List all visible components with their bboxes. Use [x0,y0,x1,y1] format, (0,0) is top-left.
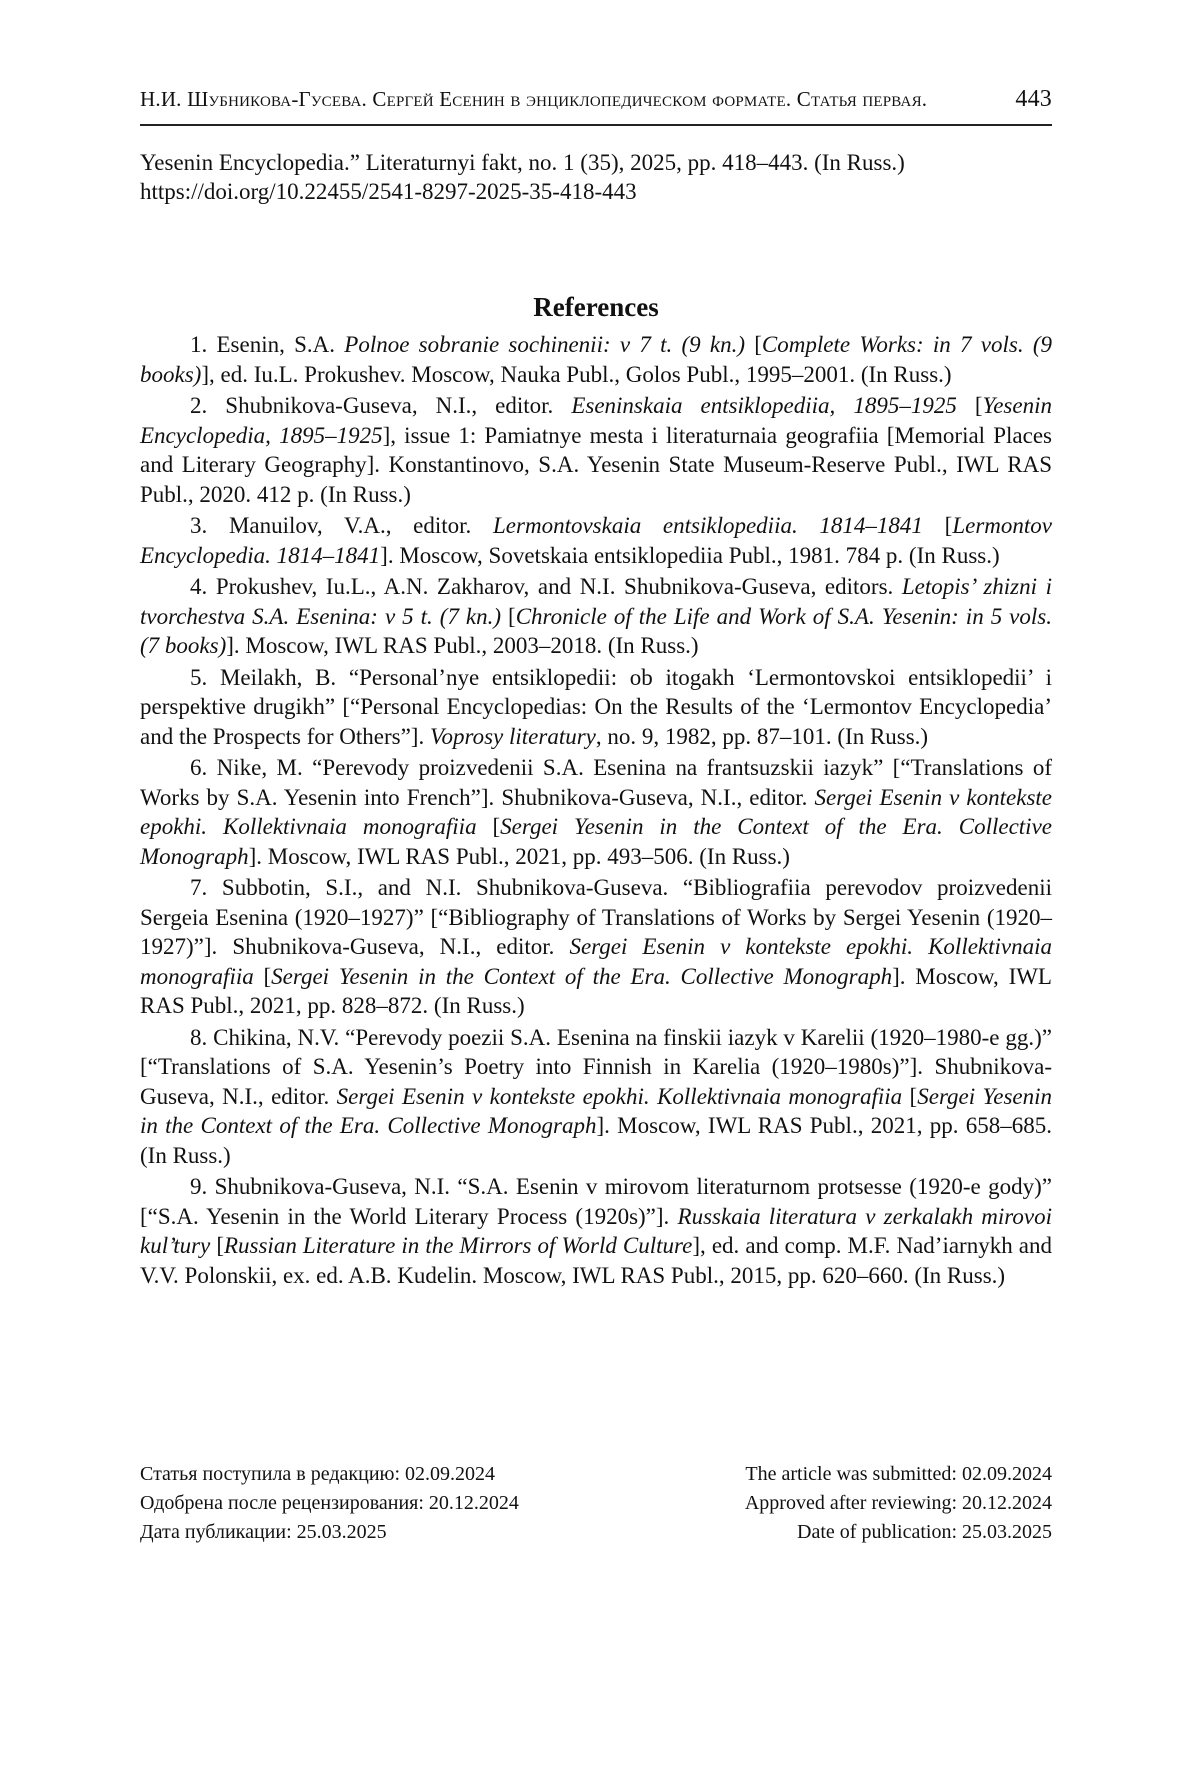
page-number: 443 [1015,86,1052,112]
header-divider [140,124,1052,126]
running-title: Н.И. Шубникова-Гусева. Сергей Есенин в энциклопедическом формате. Статья первая. [140,87,928,111]
reference-item: 8. Chikina, N.V. “Perevody poezii S.A. Esenina na finskii iazyk v Karelii (1920–1980-e gg.)” [“Translations of S.A. Yesenin’s Poetry into Finnish in Karelia (1920–1980s)”]. Shubnikova-Guseva, N.I., editor. Sergei Esenin v kontekste epokhi. Kollektivnaia monografiia [Sergei Yesenin in the Context of the Era. Collective Monograph]. Moscow, IWL RAS Publ., 2021, pp. 658–685. (In Russ.) [140,1024,1052,1168]
submitted-date-ru: Статья поступила в редакцию: 02.09.2024 [140,1463,496,1485]
doi-link[interactable]: https://doi.org/10.22455/2541-8297-2025-35-418-443 [140,179,637,204]
article-dates [140,1460,1052,1547]
reference-item: 5. Meilakh, B. “Personal’nye entsiklopedii: ob itogakh ‘Lermontovskoi entsiklopedii’ i perspektive drugikh” [“Personal Encyclopedias: On the Results of the ‘Lermontov Encyclopedia’ and the Prospects for Others”]. Voprosy literatury, no. 9, 1982, pp. 87–101. (In Russ.) [140,664,1052,749]
published-date-en: Date of publication: 25.03.2025 [797,1521,1052,1543]
continued-citation-line: Yesenin Encyclopedia.” Literaturnyi fakt, no. 1 (35), 2025, pp. 418–443. (In Russ.) [140,150,905,175]
running-head [140,86,1052,113]
reference-item: 1. Esenin, S.A. Polnoe sobranie sochinenii: v 7 t. (9 kn.) [Complete Works: in 7 vols. (9 books)], ed. Iu.L. Prokushev. Moscow, Nauka Publ., Golos Publ., 1995–2001. (In Russ.) [140,332,1052,387]
reference-item: 9. Shubnikova-Guseva, N.I. “S.A. Esenin v mirovom literaturnom protsesse (1920-e gody)” [“S.A. Yesenin in the World Literary Process (1920s)”]. Russkaia literatura v zerkalakh mirovoi kul’tury [Russian Literature in the Mirrors of World Culture], ed. and comp. M.F. Nad’iarnykh and V.V. Polonskii, ex. ed. A.B. Kudelin. Moscow, IWL RAS Publ., 2015, pp. 620–660. (In Russ.) [140,1174,1052,1288]
reference-item: 4. Prokushev, Iu.L., A.N. Zakharov, and N.I. Shubnikova-Guseva, editors. Letopis’ zhizni i tvorchestva S.A. Esenina: v 5 t. (7 kn.) [Chronicle of the Life and Work of S.A. Yesenin: in 5 vols. (7 books)]. Moscow, IWL RAS Publ., 2003–2018. (In Russ.) [140,574,1052,658]
submitted-date-en: The article was submitted: 02.09.2024 [745,1463,1052,1485]
references-list [140,330,1052,1292]
continued-citation [140,148,1052,206]
reference-item: 6. Nike, M. “Perevody proizvedenii S.A. Esenina na frantsuzskii iazyk” [“Translations of Works by S.A. Yesenin into French”]. Shubnikova-Guseva, N.I., editor. Sergei Esenin v kontekste epokhi. Kollektivnaia monografiia [Sergei Yesenin in the Context of the Era. Collective Monograph]. Moscow, IWL RAS Publ., 2021, pp. 493–506. (In Russ.) [140,755,1052,869]
references-heading: References [533,292,659,322]
dates-russian [140,1460,519,1547]
published-date-ru: Дата публикации: 25.03.2025 [140,1521,387,1543]
reference-item: 7. Subbotin, S.I., and N.I. Shubnikova-Guseva. “Bibliografiia perevodov proizvedenii Sergeia Esenina (1920–1927)” [“Bibliography of Translations of Works by Sergei Yesenin (1920–1927)”]. Shubnikova-Guseva, N.I., editor. Sergei Esenin v kontekste epokhi. Kollektivnaia monografiia [Sergei Yesenin in the Context of the Era. Collective Monograph]. Moscow, IWL RAS Publ., 2021, pp. 828–872. (In Russ.) [140,875,1052,1018]
dates-english [745,1460,1052,1547]
reference-item: 3. Manuilov, V.A., editor. Lermontovskaia entsiklopediia. 1814–1841 [Lermontov Encyclopedia. 1814–1841]. Moscow, Sovetskaia entsiklopediia Publ., 1981. 784 p. (In Russ.) [140,513,1052,568]
approved-date-ru: Одобрена после рецензирования: 20.12.2024 [140,1492,519,1514]
reference-item: 2. Shubnikova-Guseva, N.I., editor. Eseninskaia entsiklopediia, 1895–1925 [Yesenin Encyclopedia, 1895–1925], issue 1: Pamiatnye mesta i literaturnaia geografiia [Memorial Places and Literary Geography]. Konstantinovo, S.A. Yesenin State Museum-Reserve Publ., IWL RAS Publ., 2020. 412 p. (In Russ.) [140,393,1052,507]
approved-date-en: Approved after reviewing: 20.12.2024 [744,1492,1052,1514]
